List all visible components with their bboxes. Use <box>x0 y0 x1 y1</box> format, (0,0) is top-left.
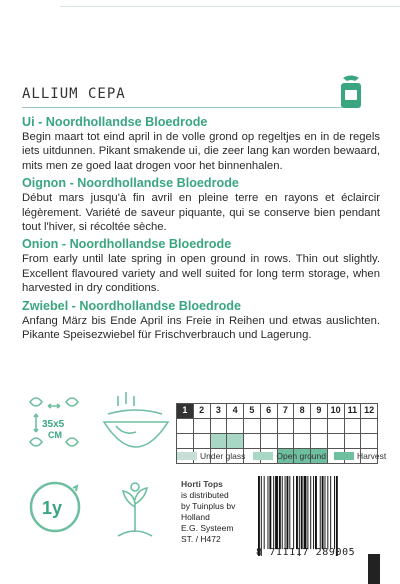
bowl-icon <box>104 392 168 447</box>
month-11: 11 <box>344 403 362 419</box>
section-title: Onion - Noordhollandse Bloedrode <box>22 237 232 252</box>
section-body: Début mars jusqu'à fin avril en pleine terre en rayons et éclaircir légèrement. Variété de saveur piquante, qui se conserve bien pendant tout l'hiver, si récoltée sèche. <box>22 192 380 234</box>
calendar-cell <box>176 418 194 434</box>
barcode-bar <box>264 476 265 549</box>
barcode-bar <box>325 476 326 549</box>
barcode-bar <box>310 476 311 549</box>
brand-line: Holland <box>181 512 210 522</box>
calendar-cell <box>260 433 278 449</box>
distributor-info <box>181 479 235 545</box>
barcode-bar <box>282 476 283 549</box>
calendar-cell <box>277 418 295 434</box>
month-1: 1 <box>176 403 194 419</box>
legend-harvest-label: Harvest <box>356 451 387 461</box>
barcode-bar <box>320 476 321 549</box>
legend-harvest <box>334 451 386 461</box>
barcode-bar <box>279 476 281 549</box>
month-2: 2 <box>193 403 211 419</box>
calendar-cell <box>260 418 278 434</box>
section-english <box>22 237 380 295</box>
barcode-bar <box>268 476 269 549</box>
spacing-unit: CM <box>48 430 62 440</box>
calendar-cell <box>310 433 328 449</box>
brand-name: Horti Tops <box>181 479 223 489</box>
month-4: 4 <box>226 403 244 419</box>
calendar-cell <box>176 433 194 449</box>
barcode-bar <box>315 476 317 549</box>
barcode-bar <box>322 476 324 549</box>
calendar-cell <box>277 433 295 449</box>
open-ground-swatch <box>253 452 273 460</box>
brand-line: ST. / H472 <box>181 534 221 544</box>
barcode-bar <box>273 476 274 549</box>
cycle-label: 1y <box>42 498 63 518</box>
barcode-bar <box>287 476 289 549</box>
calendar-cell <box>360 418 378 434</box>
calendar-header-row <box>177 404 378 419</box>
barcode-bar <box>296 476 298 549</box>
barcode-bar <box>269 476 271 549</box>
barcode-bar <box>327 476 328 549</box>
month-3: 3 <box>210 403 228 419</box>
calendar-row-open-ground <box>177 434 378 449</box>
month-7: 7 <box>277 403 295 419</box>
barcode-bar <box>261 476 262 556</box>
calendar-cell <box>327 433 345 449</box>
barcode-bar <box>299 476 300 556</box>
calendar-cell <box>293 433 311 449</box>
barcode-bar <box>336 476 338 556</box>
month-9: 9 <box>310 403 328 419</box>
barcode-bar <box>313 476 314 549</box>
seed-packet-icon <box>338 74 364 110</box>
legend-under-glass-label: Under glass <box>200 451 246 461</box>
calendar-cell <box>226 433 244 449</box>
latin-name-rule <box>22 107 342 108</box>
section-title: Oignon - Noordhollandse Bloedrode <box>22 176 239 191</box>
barcode-bar <box>258 476 260 556</box>
calendar-cell <box>344 433 362 449</box>
section-french <box>22 176 380 234</box>
calendar-cell <box>360 433 378 449</box>
calendar-cell <box>243 418 261 434</box>
one-year-icon <box>31 483 79 531</box>
barcode-bar <box>334 476 335 549</box>
growing-icons <box>18 392 188 542</box>
top-border <box>60 0 400 7</box>
barcode-number: 8 711117 289005 <box>256 547 356 558</box>
barcode-bar <box>293 476 294 549</box>
barcode-bar <box>330 476 331 549</box>
harvest-swatch <box>334 452 354 460</box>
calendar-legend <box>177 451 386 461</box>
barcode-bar <box>289 476 290 549</box>
section-body: From early until late spring in open ground in rows. Thin out slightly. Excellent flavoured variety and well suited for long term storage, when harvested in dry conditions. <box>22 253 380 295</box>
barcode-bar <box>307 476 308 549</box>
brand-line: is distributed <box>181 490 229 500</box>
calendar-cell <box>226 418 244 434</box>
calendar-cell <box>310 418 328 434</box>
brand-line: E.G. Systeem <box>181 523 234 533</box>
legend-under-glass <box>177 451 245 461</box>
section-body: Begin maart tot eind april in de volle grond op regeltjes en in de regels iets uitdunnen. Pikant smakende ui, die zeer lang kan worden bewaard, mits men ze goed laat drogen voor het binnenhalen. <box>22 131 380 172</box>
barcode-bar <box>285 476 286 549</box>
brand-line: by Tuinplus bv <box>181 501 236 511</box>
barcode-bar <box>275 476 278 549</box>
calendar-cell <box>327 418 345 434</box>
calendar-cell <box>293 418 311 434</box>
under-glass-swatch <box>177 452 197 460</box>
barcode-bar <box>301 476 303 549</box>
description-sections <box>22 112 380 342</box>
calendar-cell <box>243 433 261 449</box>
calendar-cell <box>210 418 228 434</box>
calendar-cell <box>193 433 211 449</box>
legend-open-ground-label: Open ground <box>276 451 326 461</box>
calendar-row-under-glass <box>177 419 378 434</box>
section-dutch <box>22 115 380 173</box>
legend-open-ground <box>253 451 326 461</box>
corner-mark <box>368 554 380 584</box>
month-6: 6 <box>260 403 278 419</box>
calendar-cell <box>193 418 211 434</box>
month-10: 10 <box>327 403 345 419</box>
barcode <box>256 476 376 556</box>
month-5: 5 <box>243 403 261 419</box>
calendar-cell <box>344 418 362 434</box>
spacing-value: 35x5 <box>42 419 65 430</box>
section-body: Anfang März bis Ende April ins Freie in Reihen und etwas auslichten. Pikante Speisezwiebel für Frischverbrauch und Lagerung. <box>22 314 380 342</box>
section-title: Ui - Noordhollandse Bloedrode <box>22 115 208 129</box>
section-german <box>22 299 380 343</box>
month-8: 8 <box>293 403 311 419</box>
plant-icon <box>118 483 152 536</box>
month-12: 12 <box>360 403 378 419</box>
section-title: Zwiebel - Noordhollandse Bloedrode <box>22 298 242 313</box>
barcode-bar <box>304 476 307 549</box>
calendar-cell <box>210 433 228 449</box>
latin-name: ALLIUM CEPA <box>22 86 126 102</box>
